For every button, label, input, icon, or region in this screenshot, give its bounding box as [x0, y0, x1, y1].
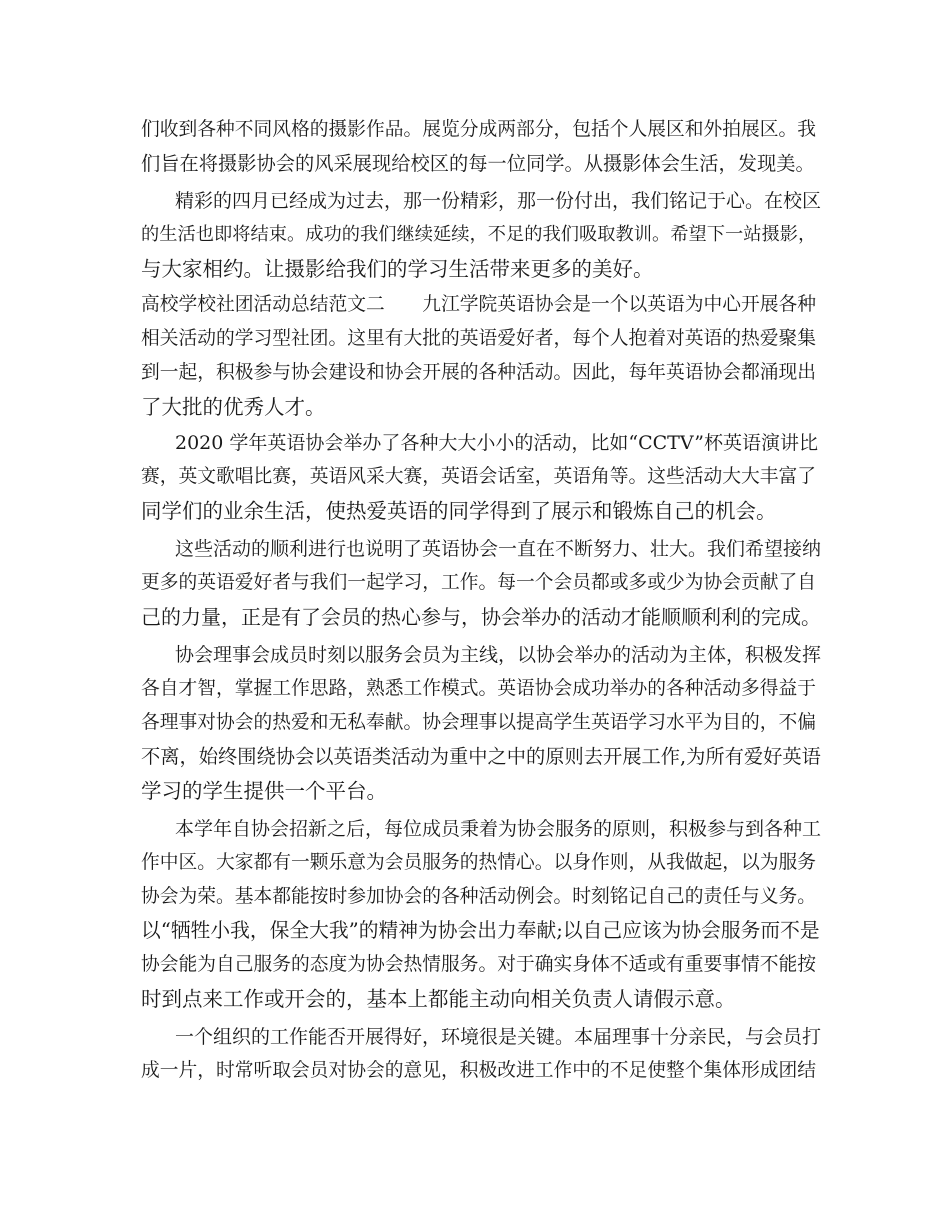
text-line: 协会理事会成员时刻以服务会员为主线，以协会举办的活动为主体，积极发挥	[175, 644, 822, 666]
text-line: 的生活也即将结束。成功的我们继续延续，不足的我们吸取教训。希望下一站摄影，	[141, 224, 817, 245]
text-line: 学习的学生提供一个平台。	[141, 779, 387, 803]
text-line: 以“牺牲小我，保全大我”的精神为协会出力奉献;以自己应该为协会服务而不是	[141, 919, 820, 942]
text-line: 协会能为自己服务的态度为协会热情服务。对于确实身体不适或有重要事情不能按	[141, 954, 816, 975]
text-line: 成一片，时常听取会员对协会的意见，积极改进工作中的不足使整个集体形成团结	[141, 1060, 816, 1081]
text-line: 更多的英语爱好者与我们一起学习，工作。每一个会员都或多或少为协会贡献了自	[141, 572, 816, 593]
text-line: 们旨在将摄影协会的风采展现给校区的每一位同学。从摄影体会生活，发现美。	[141, 152, 815, 175]
text-line: 作中区。大家都有一颗乐意为会员服务的热情心。以身作则，从我做起，以为服务	[141, 852, 816, 873]
text-line: 相关活动的学习型社团。这里有大批的英语爱好者，每个人抱着对英语的热爱聚集	[141, 328, 816, 349]
text-line: 精彩的四月已经成为过去，那一份精彩，那一份付出，我们铭记于心。在校区	[175, 190, 822, 212]
text-line: 不离，始终围绕协会以英语类活动为重中之中的原则去开展工作,为所有爱好英语	[141, 745, 821, 768]
text-line: 同学们的业余生活，使热爱英语的同学得到了展示和锻炼自己的机会。	[141, 499, 777, 523]
text-line: 己的力量，正是有了会员的热心参与，协会举办的活动才能顺顺利利的完成。	[141, 605, 821, 629]
text-line: 各理事对协会的热爱和无私奉献。协会理事以提高学生英语学习水平为目的，不偏	[141, 712, 816, 733]
text-line: 这些活动的顺利进行也说明了英语协会一直在不断努力、壮大。我们希望接纳	[175, 538, 822, 560]
text-line: 一个组织的工作能否开展得好，环境很是关键。本届理事十分亲民，与会员打	[175, 1026, 822, 1048]
text-line: 高校学校社团活动总结范文二 九江学院英语协会是一个以英语为中心开展各种	[141, 294, 816, 315]
text-line: 2020 学年英语协会举办了各种大大小小的活动，比如“CCTV”杯英语演讲比	[175, 432, 818, 454]
text-line: 到一起，积极参与协会建设和协会开展的各种活动。因此，每年英语协会都涌现出	[141, 362, 816, 383]
text-line: 与大家相约。让摄影给我们的学习生活带来更多的美好。	[141, 257, 654, 281]
text-line: 协会为荣。基本都能按时参加协会的各种活动例会。时刻铭记自己的责任与义务。	[141, 886, 816, 907]
text-line: 赛，英文歌唱比赛，英语风采大赛，英语会话室，英语角等。这些活动大大丰富了	[141, 466, 816, 487]
text-line: 各自才智，掌握工作思路，熟悉工作模式。英语协会成功举办的各种活动多得益于	[141, 678, 816, 699]
text-line: 了大批的优秀人才。	[141, 395, 326, 419]
text-line: 们收到各种不同风格的摄影作品。展览分成两部分，包括个人展区和外拍展区。我	[141, 119, 816, 140]
text-line: 时到点来工作或开会的，基本上都能主动向相关负责人请假示意。	[141, 987, 736, 1011]
text-line: 本学年自协会招新之后，每位成员秉着为协会服务的原则，积极参与到各种工	[175, 818, 822, 840]
